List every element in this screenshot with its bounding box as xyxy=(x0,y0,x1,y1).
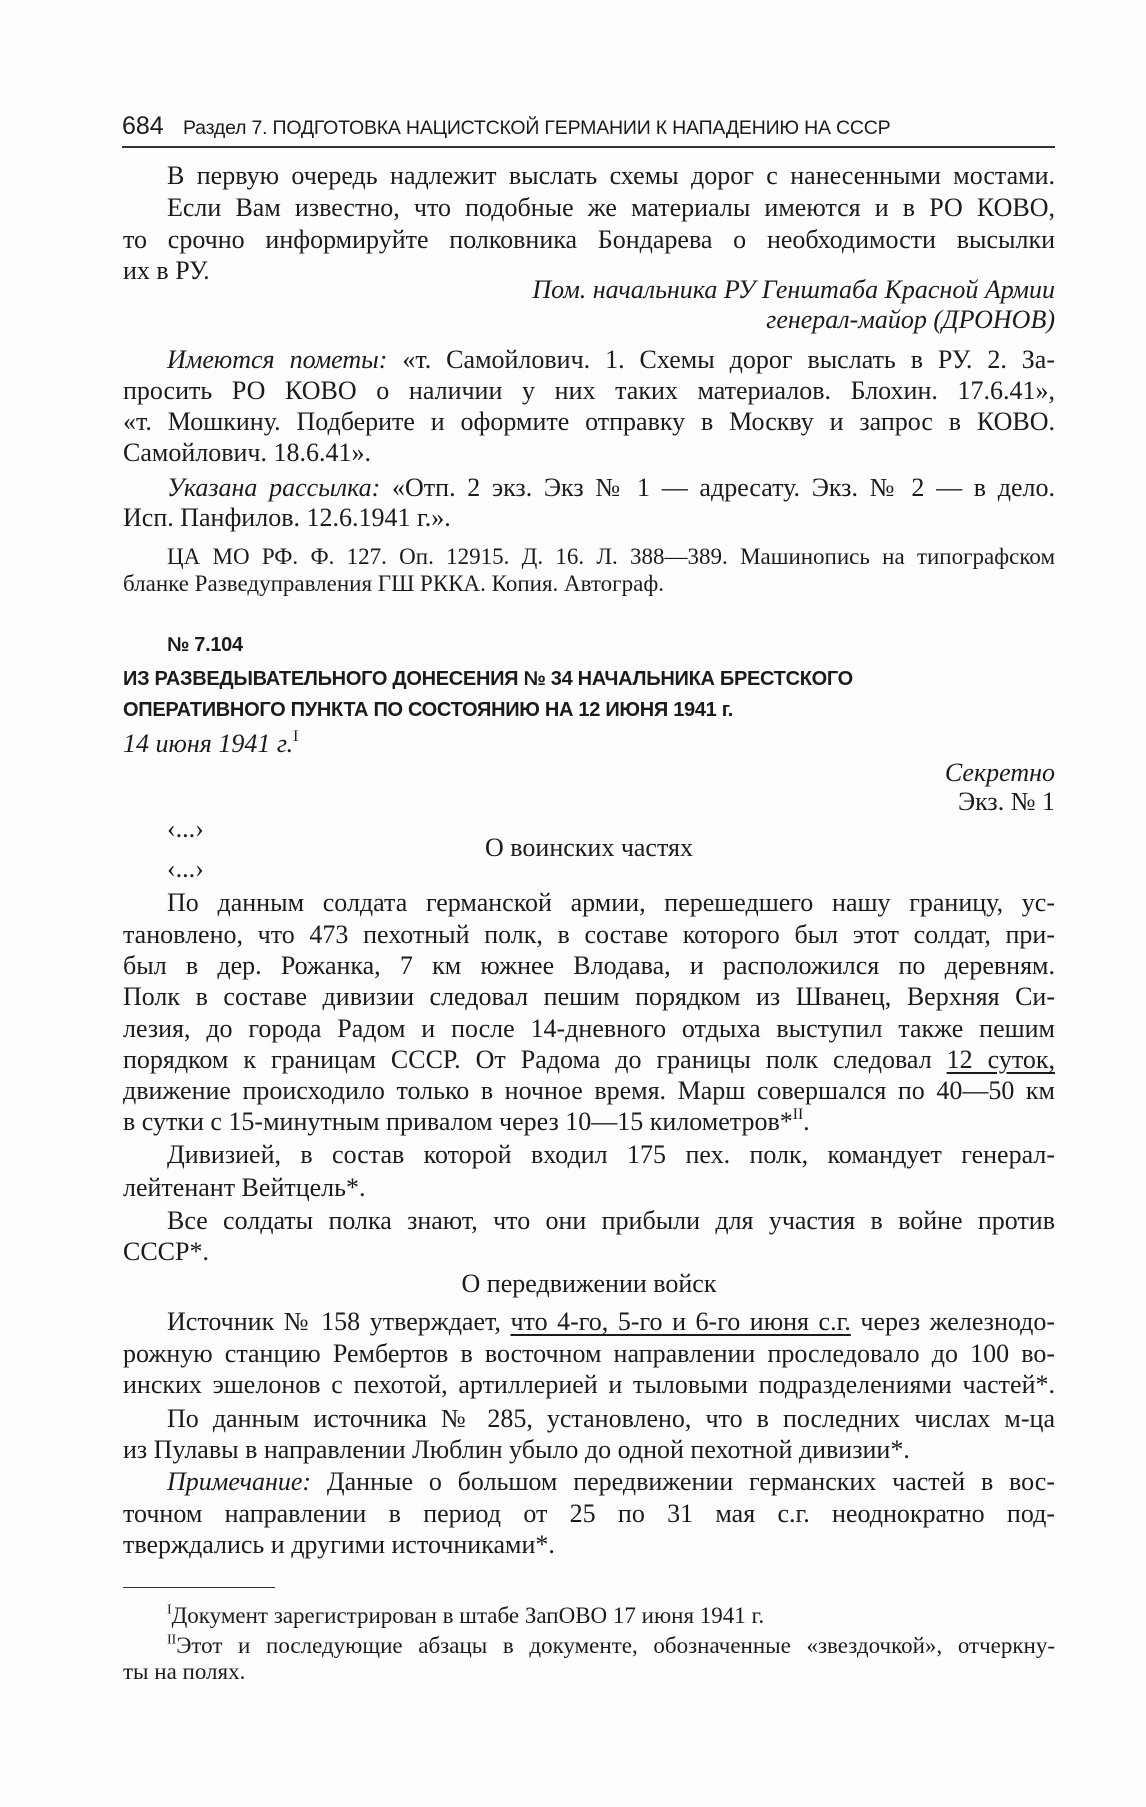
italic-text: Имеются пометы: xyxy=(167,345,388,374)
text-segment: . xyxy=(803,1107,810,1136)
note-line: «т. Мошкину. Подберите и оформите отправку в Москву и запрос в КОВО. xyxy=(123,407,1055,436)
footnote-marker: II xyxy=(792,1106,804,1124)
document-title: ОПЕРАТИВНОГО ПУНКТА ПО СОСТОЯНИЮ НА 12 ИЮНЯ 1941 г. xyxy=(123,699,734,721)
text-line xyxy=(123,1043,1055,1077)
text-segment: «Отп. 2 экз. Экз № 1 — адресату. Экз. № 2 — в дело. xyxy=(380,473,1055,502)
text-line: лезия, до города Радом и после 14-дневного отдыха выступил также пешим xyxy=(123,1014,1055,1043)
text-line xyxy=(123,1105,1055,1139)
archive-reference: бланке Разведуправления ГШ РККА. Копия. Автограф. xyxy=(123,571,664,596)
underlined-text: 12 суток, xyxy=(946,1045,1055,1074)
text-line: СССР*. xyxy=(123,1237,209,1266)
footnote-marker: II xyxy=(167,1631,177,1647)
text-segment: Документ зарегистрирован в штабе ЗапОВО 17 июня 1941 г. xyxy=(171,1603,765,1628)
section-heading: О воинских частях xyxy=(485,833,693,862)
distribution-line xyxy=(123,471,1055,505)
footnote: ты на полях. xyxy=(123,1659,246,1684)
text-line: Все солдаты полка знают, что они прибыли для участия в войне против xyxy=(167,1206,1055,1235)
italic-text: Указана рассылка: xyxy=(167,473,381,502)
text-line xyxy=(123,1305,1055,1339)
text-segment: Источник № 158 утверждает, xyxy=(167,1307,511,1336)
italic-text: 14 июня 1941 г. xyxy=(123,729,294,758)
italic-text: генерал-майор (ДРОНОВ) xyxy=(766,305,1055,334)
footnote-rule xyxy=(123,1587,275,1588)
document-number: № 7.104 xyxy=(167,634,243,656)
italic-text: Пом. начальника РУ Генштаба Красной Армии xyxy=(532,275,1055,304)
text-line: тановлено, что 473 пехотный полк, в составе которого был этот солдат, при- xyxy=(123,920,1055,949)
text-line: рожную станцию Рембертов в восточном направлении проследовало до 100 во- xyxy=(123,1339,1055,1368)
text-line: инских эшелонов с пехотой, артиллерией и тыловыми подразделениями частей*. xyxy=(123,1370,1055,1399)
text-line: лейтенант Вейтцель*. xyxy=(123,1173,366,1202)
remark-line: тверждались и другими источниками*. xyxy=(123,1530,555,1559)
text-line: их в РУ. xyxy=(123,256,210,285)
text-segment: порядком к границам СССР. От Радома до границы полк следовал xyxy=(123,1045,947,1074)
text-segment: Этот и последующие абзацы в документе, обозначенные «звездочкой», отчеркну- xyxy=(176,1633,1055,1658)
omission-mark: ‹...› xyxy=(167,814,204,843)
copy-number: Экз. № 1 xyxy=(957,787,1055,816)
section-heading: О передвижении войск xyxy=(461,1269,717,1298)
text-line: В первую очередь надлежит выслать схемы дорог с нанесенными мостами. xyxy=(167,161,1055,190)
footnote-marker: I xyxy=(167,1601,172,1617)
text-segment: через железнодо- xyxy=(850,1307,1055,1336)
text-line: По данным источника № 285, установлено, что в последних числах м-ца xyxy=(167,1404,1055,1433)
underlined-text: что 4-го, 5-го и 6-го июня с.г. xyxy=(510,1307,851,1336)
text-segment: «т. Самойлович. 1. Схемы дорог выслать в РУ. 2. За- xyxy=(387,345,1055,374)
text-line: Дивизией, в состав которой входил 175 пех. полк, командует генерал- xyxy=(167,1140,1055,1169)
text-line: Полк в составе дивизии следовал пешим порядком из Шванец, Верхняя Си- xyxy=(123,982,1055,1011)
note-line: Самойлович. 18.6.41». xyxy=(123,438,371,467)
text-line: По данным солдата германской армии, перешедшего нашу границу, ус- xyxy=(167,888,1055,917)
archive-reference: ЦА МО РФ. Ф. 127. Оп. 12915. Д. 16. Л. 388—389. Машинопись на типографском xyxy=(167,544,1055,569)
document-title: ИЗ РАЗВЕДЫВАТЕЛЬНОГО ДОНЕСЕНИЯ № 34 НАЧАЛЬНИКА БРЕСТСКОГО xyxy=(123,668,853,690)
text-line: был в дер. Рожанка, 7 км южнее Влодава, и расположился по деревням. xyxy=(123,951,1055,980)
note-line: просить РО КОВО о наличии у них таких материалов. Блохин. 17.6.41», xyxy=(123,376,1055,405)
text-line: то срочно информируйте полковника Бондарева о необходимости высылки xyxy=(123,225,1055,254)
signature-line xyxy=(123,303,1055,337)
text-line: из Пулавы в направлении Люблин убыло до одной пехотной дивизии*. xyxy=(123,1435,910,1464)
remark-line: точном направлении в период от 25 по 31 мая с.г. неоднократно под- xyxy=(123,1499,1055,1528)
text-segment: Данные о большом передвижении германских частей в вос- xyxy=(311,1467,1055,1496)
header-rule xyxy=(122,146,1055,148)
remark-line xyxy=(123,1465,1055,1499)
running-header: Раздел 7. ПОДГОТОВКА НАЦИСТСКОЙ ГЕРМАНИИ К НАПАДЕНИЮ НА СССР xyxy=(183,117,891,139)
text-segment: в сутки с 15-минутным привалом через 10—15 километров* xyxy=(123,1107,793,1136)
distribution-line: Исп. Панфилов. 12.6.1941 г.». xyxy=(123,503,451,532)
omission-mark: ‹...› xyxy=(167,854,204,883)
footnote-marker: I xyxy=(293,728,299,746)
footnote xyxy=(123,1599,1055,1633)
page-number: 684 xyxy=(122,112,164,140)
text-line: движение происходило только в ночное время. Марш совершался по 40—50 км xyxy=(123,1076,1055,1105)
text-line: Если Вам известно, что подобные же материалы имеются и в РО КОВО, xyxy=(167,193,1055,222)
note-line xyxy=(123,343,1055,377)
signature-line xyxy=(123,273,1055,307)
italic-text: Примечание: xyxy=(167,1467,312,1496)
italic-text: Секретно xyxy=(944,758,1055,787)
